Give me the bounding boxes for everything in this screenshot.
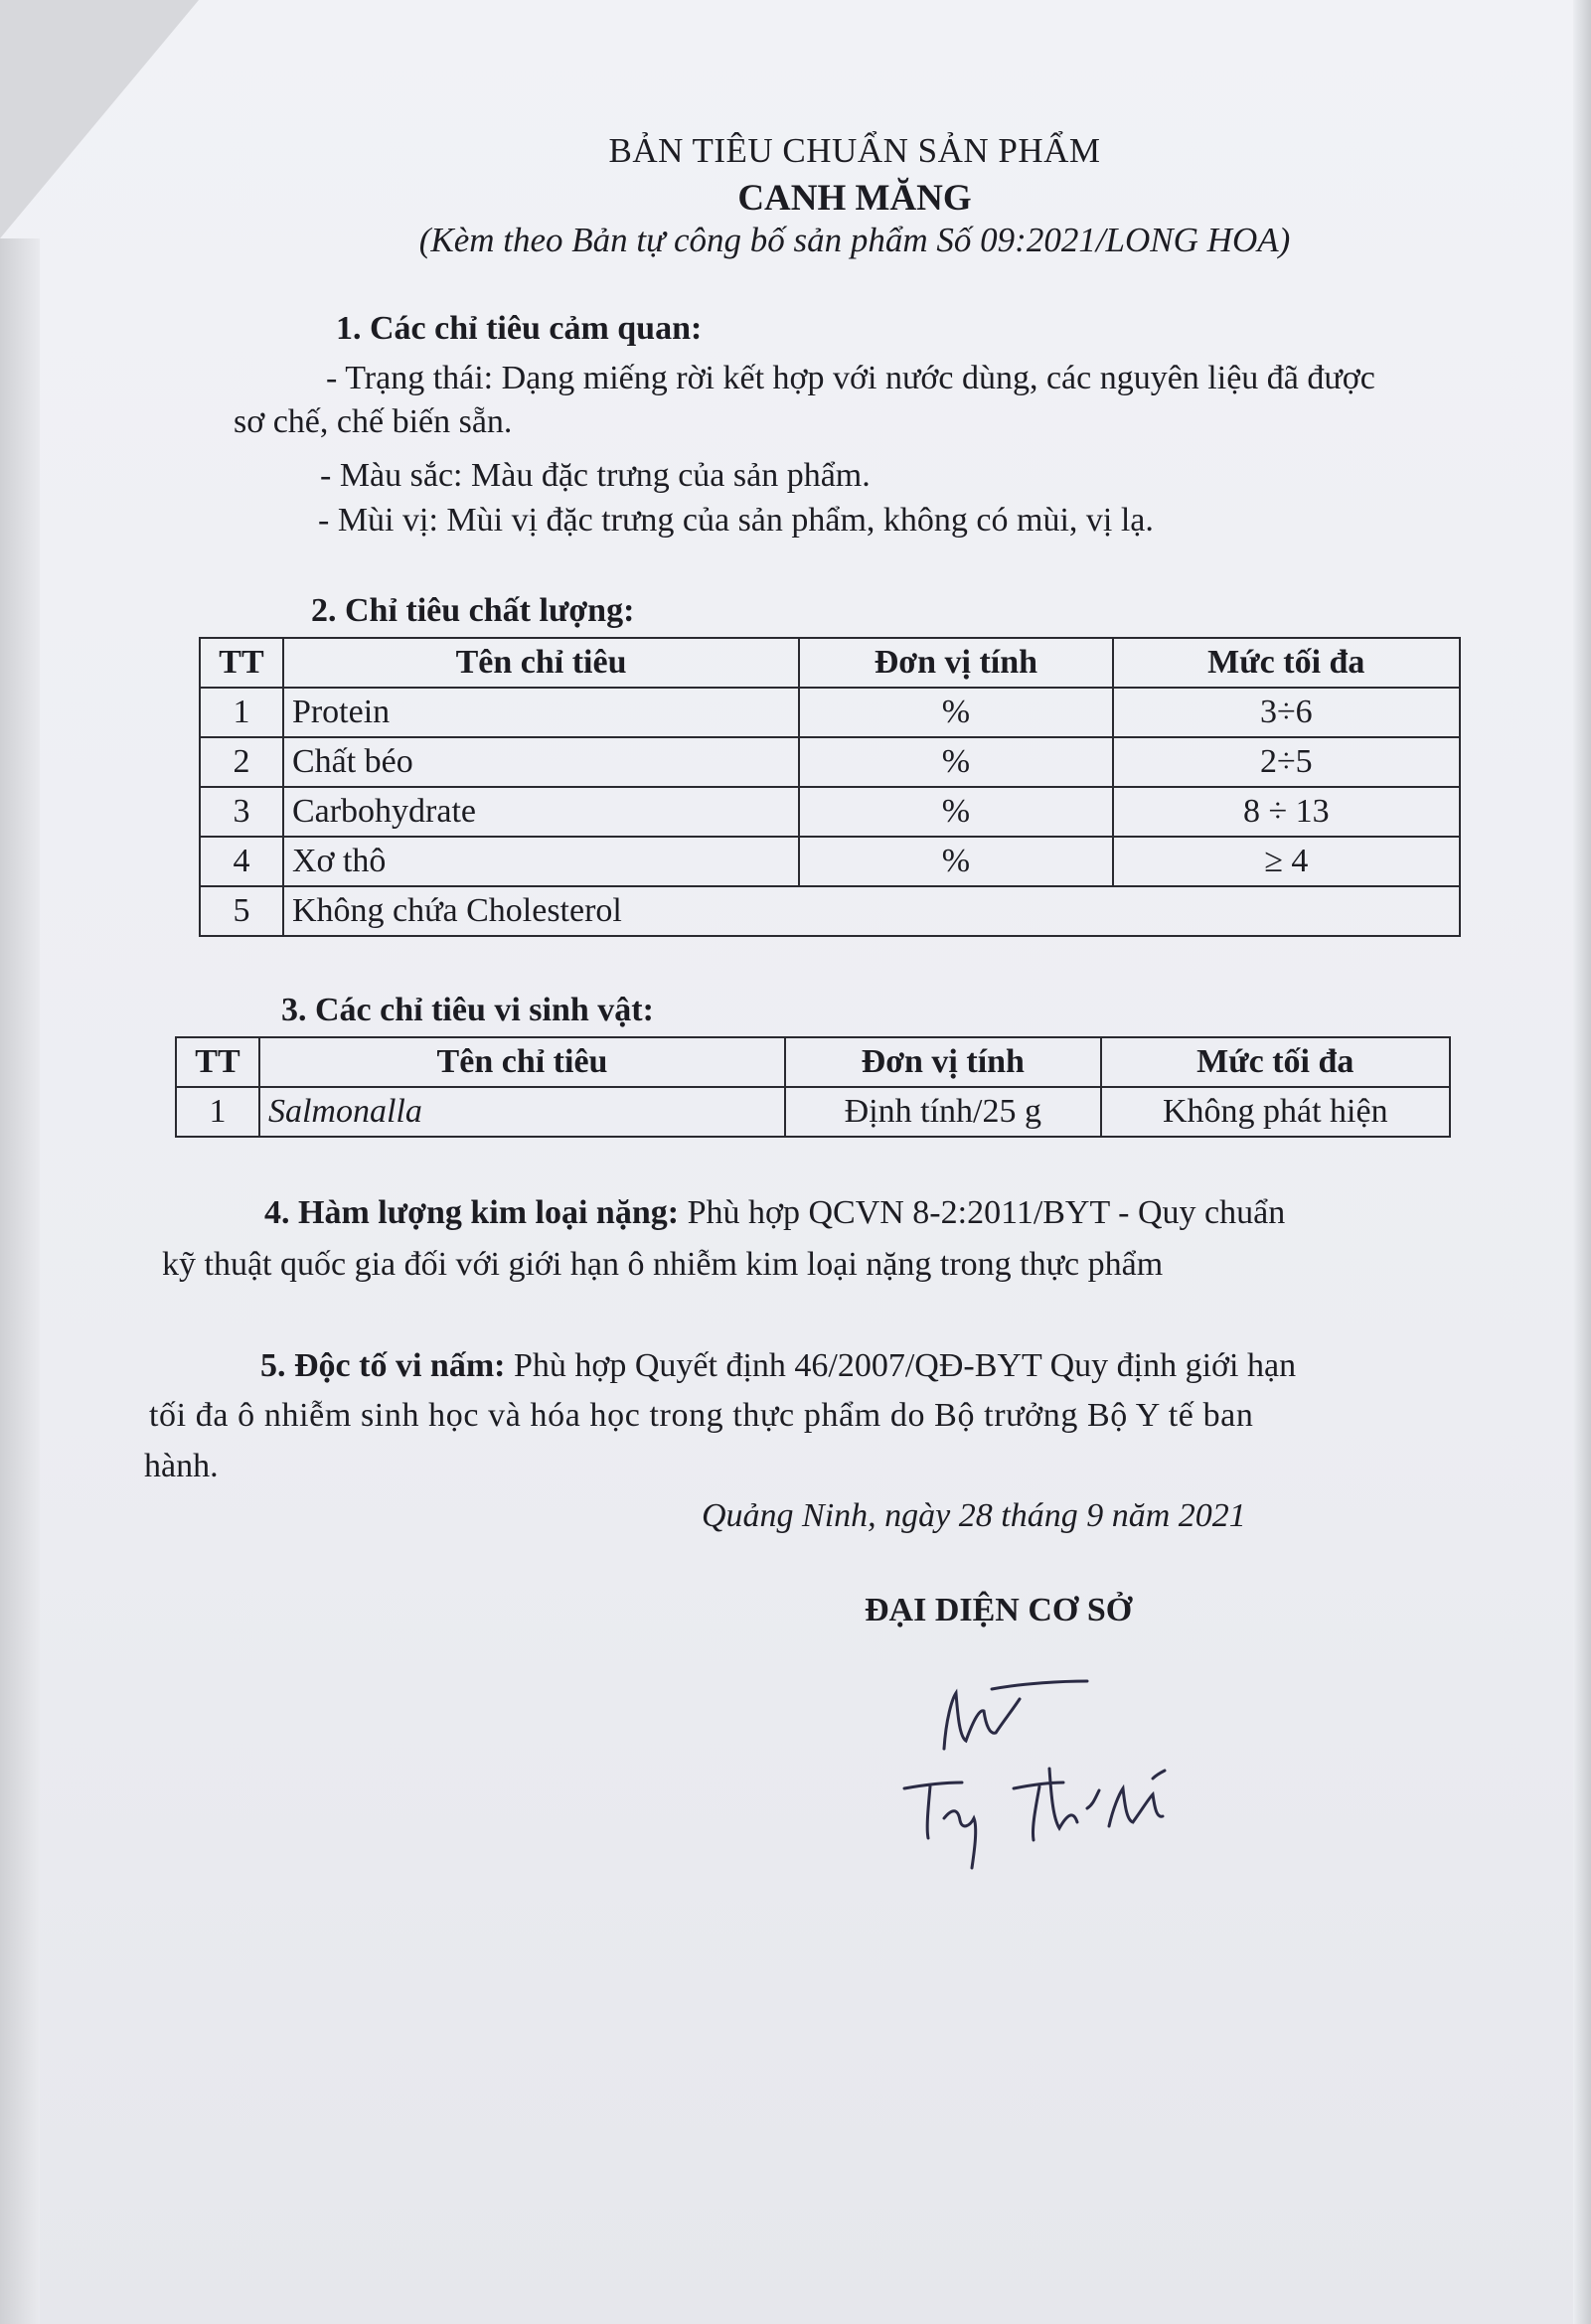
section4-text1: Phù hợp QCVN 8-2:2011/BYT - Quy chuẩn xyxy=(679,1194,1286,1231)
doc-title: BẢN TIÊU CHUẨN SẢN PHẨM xyxy=(608,131,1101,170)
table-row xyxy=(176,1087,1450,1137)
cell-max: 8 ÷ 13 xyxy=(1113,787,1460,837)
table-row xyxy=(200,886,1460,936)
section5-title: 5. Độc tố vi nấm: xyxy=(260,1347,506,1384)
doc-subtitle: (Kèm theo Bản tự công bố sản phẩm Số 09:2021/LONG HOA) xyxy=(418,221,1291,259)
section5-text2: tối đa ô nhiễm sinh học và hóa học trong thực phẩm do Bộ trưởng Bộ Y tế ban xyxy=(149,1397,1254,1434)
cell-max: 3÷6 xyxy=(1113,688,1460,737)
col-name: Tên chỉ tiêu xyxy=(259,1037,785,1087)
cell-unit: % xyxy=(799,688,1112,737)
cell-name: Không chứa Cholesterol xyxy=(283,886,1460,936)
date-line: Quảng Ninh, ngày 28 tháng 9 năm 2021 xyxy=(702,1497,1246,1534)
cell-tt: 1 xyxy=(200,688,283,737)
col-tt: TT xyxy=(176,1037,259,1087)
table-row xyxy=(200,737,1460,787)
section1-state-line2: sơ chế, chế biến sẵn. xyxy=(234,403,513,440)
cell-unit: % xyxy=(799,737,1112,787)
cell-name: Xơ thô xyxy=(283,837,799,886)
table-row xyxy=(200,837,1460,886)
quality-table xyxy=(199,637,1461,937)
section1-color: - Màu sắc: Màu đặc trưng của sản phẩm. xyxy=(320,457,871,494)
col-max: Mức tối đa xyxy=(1101,1037,1450,1087)
cell-name: Salmonalla xyxy=(259,1087,785,1137)
cell-tt: 3 xyxy=(200,787,283,837)
cell-unit: Định tính/25 g xyxy=(785,1087,1101,1137)
cell-name: Protein xyxy=(283,688,799,737)
section5-line1 xyxy=(260,1347,1296,1385)
table-row xyxy=(200,688,1460,737)
section1-title: 1. Các chỉ tiêu cảm quan: xyxy=(336,310,703,347)
cell-tt: 5 xyxy=(200,886,283,936)
microbio-table-header xyxy=(176,1037,1450,1087)
cell-unit: % xyxy=(799,787,1112,837)
section5-text3: hành. xyxy=(144,1448,219,1484)
cell-tt: 1 xyxy=(176,1087,259,1137)
col-max: Mức tối đa xyxy=(1113,638,1460,688)
representative-label: ĐẠI DIỆN CƠ SỞ xyxy=(865,1592,1133,1628)
microbio-table xyxy=(175,1036,1451,1138)
col-name: Tên chỉ tiêu xyxy=(283,638,799,688)
col-unit: Đơn vị tính xyxy=(785,1037,1101,1087)
product-name: CANH MĂNG xyxy=(737,178,972,219)
quality-table-header xyxy=(200,638,1460,688)
cell-max: Không phát hiện xyxy=(1101,1087,1450,1137)
section2-title: 2. Chỉ tiêu chất lượng: xyxy=(311,592,635,629)
section1-state-line1: - Trạng thái: Dạng miếng rời kết hợp với nước dùng, các nguyên liệu đã được xyxy=(326,360,1375,396)
cell-name: Chất béo xyxy=(283,737,799,787)
col-tt: TT xyxy=(200,638,283,688)
cell-max: 2÷5 xyxy=(1113,737,1460,787)
section4-text2: kỹ thuật quốc gia đối với giới hạn ô nhiễm kim loại nặng trong thực phẩm xyxy=(162,1246,1164,1283)
cell-tt: 4 xyxy=(200,837,283,886)
section5-text1: Phù hợp Quyết định 46/2007/QĐ-BYT Quy định giới hạn xyxy=(505,1347,1297,1384)
section1-taste: - Mùi vị: Mùi vị đặc trưng của sản phẩm, không có mùi, vị lạ. xyxy=(318,502,1154,539)
signature xyxy=(875,1659,1232,1888)
cell-tt: 2 xyxy=(200,737,283,787)
col-unit: Đơn vị tính xyxy=(799,638,1112,688)
section4-title: 4. Hàm lượng kim loại nặng: xyxy=(264,1194,680,1231)
section4-line1 xyxy=(264,1194,1285,1232)
section3-title: 3. Các chỉ tiêu vi sinh vật: xyxy=(281,992,654,1028)
table-row xyxy=(200,787,1460,837)
cell-unit: % xyxy=(799,837,1112,886)
cell-max: ≥ 4 xyxy=(1113,837,1460,886)
cell-name: Carbohydrate xyxy=(283,787,799,837)
